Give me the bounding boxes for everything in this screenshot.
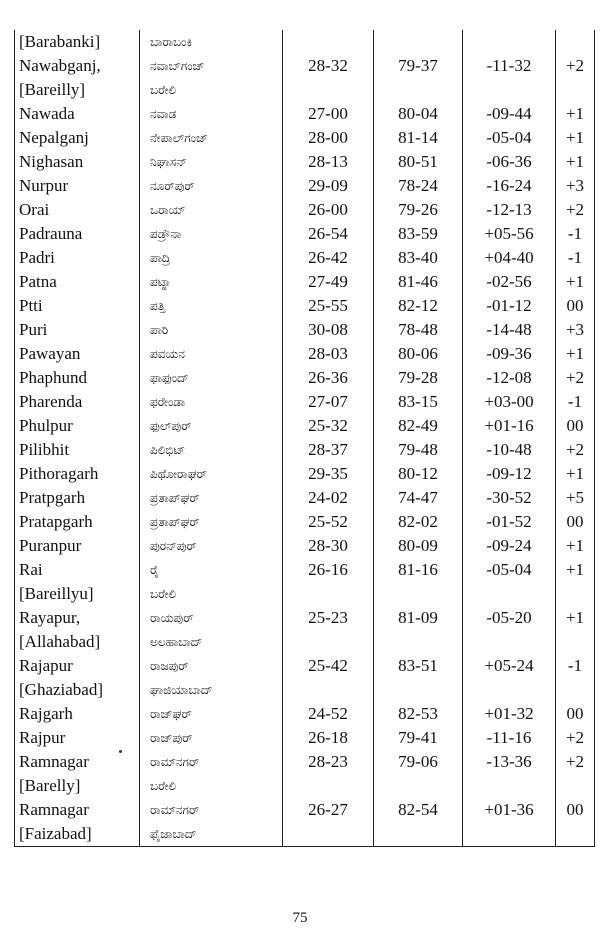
time-difference-cell: -05-20 xyxy=(463,606,556,630)
sign-cell: +1 xyxy=(556,534,595,558)
sign-cell: -1 xyxy=(556,654,595,678)
longitude-cell xyxy=(374,30,463,54)
longitude-cell xyxy=(374,630,463,654)
kannada-name-cell: ಫಾಫುಂದ್ xyxy=(140,366,283,390)
time-difference-cell: -05-04 xyxy=(463,558,556,582)
kannada-name-cell: ಪ್ರತಾಪ್‌ಘರ್ xyxy=(140,486,283,510)
table-row xyxy=(15,270,595,294)
kannada-name-cell: ನವಾಡ xyxy=(140,102,283,126)
table-row xyxy=(15,222,595,246)
longitude-cell: 79-26 xyxy=(374,198,463,222)
kannada-name-cell: ಪಟ್ನಾ xyxy=(140,270,283,294)
longitude-cell: 82-12 xyxy=(374,294,463,318)
time-difference-cell: -10-48 xyxy=(463,438,556,462)
time-difference-cell: -09-24 xyxy=(463,534,556,558)
sign-cell: 00 xyxy=(556,702,595,726)
table-row xyxy=(15,150,595,174)
latitude-cell: 28-03 xyxy=(283,342,374,366)
time-difference-cell: +01-32 xyxy=(463,702,556,726)
place-name-cell: [Barelly] xyxy=(15,774,140,798)
kannada-name-cell: ರಾಯಪುರ್ xyxy=(140,606,283,630)
longitude-cell: 83-51 xyxy=(374,654,463,678)
place-name-cell: Nighasan xyxy=(15,150,140,174)
kannada-name-cell: ಪಿಲಿಭಿಟ್ xyxy=(140,438,283,462)
table-row xyxy=(15,750,595,774)
table-row xyxy=(15,390,595,414)
longitude-cell: 81-46 xyxy=(374,270,463,294)
longitude-cell: 82-53 xyxy=(374,702,463,726)
kannada-name-cell: ಪತ್ತಿ xyxy=(140,294,283,318)
time-difference-cell: -01-12 xyxy=(463,294,556,318)
time-difference-cell xyxy=(463,78,556,102)
kannada-name-cell: ರಾಮ್‌ನಗರ್ xyxy=(140,750,283,774)
longitude-cell: 81-09 xyxy=(374,606,463,630)
sign-cell: +3 xyxy=(556,318,595,342)
latitude-cell: 28-23 xyxy=(283,750,374,774)
time-difference-cell: -09-36 xyxy=(463,342,556,366)
time-difference-cell: -30-52 xyxy=(463,486,556,510)
place-name-cell: [Allahabad] xyxy=(15,630,140,654)
latitude-cell: 25-32 xyxy=(283,414,374,438)
table-row xyxy=(15,198,595,222)
time-difference-cell: -05-04 xyxy=(463,126,556,150)
table-row xyxy=(15,462,595,486)
kannada-name-cell: ಬಾರಾಬಂಕಿ xyxy=(140,30,283,54)
latitude-cell: 25-52 xyxy=(283,510,374,534)
kannada-name-cell: ನೂರ್‌ಪುರ್ xyxy=(140,174,283,198)
latitude-cell: 29-09 xyxy=(283,174,374,198)
sign-cell: +2 xyxy=(556,198,595,222)
time-difference-cell: +04-40 xyxy=(463,246,556,270)
table-row xyxy=(15,774,595,798)
sign-cell: -1 xyxy=(556,222,595,246)
time-difference-cell: +05-56 xyxy=(463,222,556,246)
table-row xyxy=(15,366,595,390)
table-row xyxy=(15,246,595,270)
time-difference-cell xyxy=(463,774,556,798)
kannada-name-cell: ಪ್ರತಾಪ್‌ಘರ್ xyxy=(140,510,283,534)
time-difference-cell: -12-13 xyxy=(463,198,556,222)
longitude-cell: 80-04 xyxy=(374,102,463,126)
time-difference-cell: -01-52 xyxy=(463,510,556,534)
longitude-cell: 81-16 xyxy=(374,558,463,582)
latitude-cell: 24-02 xyxy=(283,486,374,510)
place-name-cell: [Bareilly] xyxy=(15,78,140,102)
kannada-name-cell: ಒರಾಯ್ xyxy=(140,198,283,222)
time-difference-cell: +05-24 xyxy=(463,654,556,678)
time-difference-cell: +01-16 xyxy=(463,414,556,438)
longitude-cell: 78-48 xyxy=(374,318,463,342)
sign-cell: +3 xyxy=(556,174,595,198)
kannada-name-cell: ಘಾಜಿಯಾಬಾದ್ xyxy=(140,678,283,702)
time-difference-cell: -12-08 xyxy=(463,366,556,390)
kannada-name-cell: ನೇಪಾಲ್‌ಗಂಜ್ xyxy=(140,126,283,150)
table-row xyxy=(15,558,595,582)
sign-cell: +1 xyxy=(556,342,595,366)
kannada-name-cell: ನಿಘಾಸನ್ xyxy=(140,150,283,174)
longitude-cell xyxy=(374,78,463,102)
table-row xyxy=(15,606,595,630)
sign-cell: 00 xyxy=(556,294,595,318)
table-row xyxy=(15,126,595,150)
kannada-name-cell: ರಾಜಪುರ್ xyxy=(140,654,283,678)
latitude-cell xyxy=(283,582,374,606)
place-name-cell: Nawada xyxy=(15,102,140,126)
kannada-name-cell: ನವಾಬ್‌ಗಂಜ್ xyxy=(140,54,283,78)
place-name-cell: Puri xyxy=(15,318,140,342)
time-difference-cell: -11-16 xyxy=(463,726,556,750)
longitude-cell: 79-28 xyxy=(374,366,463,390)
longitude-cell: 78-24 xyxy=(374,174,463,198)
time-difference-cell xyxy=(463,678,556,702)
latitude-cell: 28-13 xyxy=(283,150,374,174)
time-difference-cell xyxy=(463,630,556,654)
latitude-cell: 28-30 xyxy=(283,534,374,558)
time-difference-cell: -09-12 xyxy=(463,462,556,486)
longitude-cell xyxy=(374,822,463,847)
kannada-name-cell: ಬರೇಲಿ xyxy=(140,78,283,102)
latitude-cell xyxy=(283,774,374,798)
table-row xyxy=(15,486,595,510)
latitude-cell: 27-07 xyxy=(283,390,374,414)
place-name-cell: Pharenda xyxy=(15,390,140,414)
sign-cell xyxy=(556,78,595,102)
sign-cell: +1 xyxy=(556,126,595,150)
place-name-cell: Rai xyxy=(15,558,140,582)
time-difference-cell: +01-36 xyxy=(463,798,556,822)
time-difference-cell xyxy=(463,582,556,606)
latitude-cell: 24-52 xyxy=(283,702,374,726)
latitude-cell: 26-36 xyxy=(283,366,374,390)
longitude-cell: 83-40 xyxy=(374,246,463,270)
sign-cell xyxy=(556,678,595,702)
latitude-cell: 25-55 xyxy=(283,294,374,318)
sign-cell: +1 xyxy=(556,462,595,486)
table-row xyxy=(15,582,595,606)
longitude-cell: 82-49 xyxy=(374,414,463,438)
table-row xyxy=(15,78,595,102)
place-name-cell: Pratapgarh xyxy=(15,510,140,534)
place-name-cell: [Barabanki] xyxy=(15,30,140,54)
table-row xyxy=(15,102,595,126)
table-row xyxy=(15,534,595,558)
longitude-cell xyxy=(374,678,463,702)
kannada-name-cell: ಅಲಹಾಬಾದ್ xyxy=(140,630,283,654)
place-name-cell: Puranpur xyxy=(15,534,140,558)
sign-cell: -1 xyxy=(556,246,595,270)
place-name-cell: Orai xyxy=(15,198,140,222)
time-difference-cell: -06-36 xyxy=(463,150,556,174)
sign-cell: 00 xyxy=(556,798,595,822)
sign-cell xyxy=(556,822,595,847)
place-name-cell: [Faizabad] xyxy=(15,822,140,847)
table-row xyxy=(15,54,595,78)
sign-cell: +2 xyxy=(556,726,595,750)
kannada-name-cell: ಪಾರಿ xyxy=(140,318,283,342)
kannada-name-cell: ರೈ xyxy=(140,558,283,582)
table-row xyxy=(15,654,595,678)
place-coordinates-table xyxy=(14,30,595,847)
place-name-cell: Rajapur xyxy=(15,654,140,678)
place-name-cell: Phulpur xyxy=(15,414,140,438)
table-row xyxy=(15,822,595,847)
table-row xyxy=(15,726,595,750)
table-row xyxy=(15,798,595,822)
longitude-cell xyxy=(374,774,463,798)
place-name-cell: Pratpgarh xyxy=(15,486,140,510)
place-name-cell: Pilibhit xyxy=(15,438,140,462)
latitude-cell xyxy=(283,30,374,54)
place-name-cell: Nurpur xyxy=(15,174,140,198)
longitude-cell: 79-06 xyxy=(374,750,463,774)
latitude-cell: 26-27 xyxy=(283,798,374,822)
latitude-cell: 26-00 xyxy=(283,198,374,222)
sign-cell: +2 xyxy=(556,366,595,390)
kannada-name-cell: ರಾಜ್‌ಪುರ್ xyxy=(140,726,283,750)
print-speck xyxy=(119,750,122,753)
latitude-cell: 27-00 xyxy=(283,102,374,126)
table-row xyxy=(15,342,595,366)
latitude-cell xyxy=(283,78,374,102)
kannada-name-cell: ಫೈಜಾಬಾದ್ xyxy=(140,822,283,847)
table-row xyxy=(15,678,595,702)
kannada-name-cell: ಪುರನ್‌ಪುರ್ xyxy=(140,534,283,558)
longitude-cell: 80-06 xyxy=(374,342,463,366)
table-row xyxy=(15,510,595,534)
latitude-cell: 29-35 xyxy=(283,462,374,486)
longitude-cell: 81-14 xyxy=(374,126,463,150)
latitude-cell: 28-37 xyxy=(283,438,374,462)
kannada-name-cell: ಪಾದ್ರಿ xyxy=(140,246,283,270)
table-row xyxy=(15,318,595,342)
kannada-name-cell: ರಾಮ್‌ನಗರ್ xyxy=(140,798,283,822)
place-name-cell: Patna xyxy=(15,270,140,294)
sign-cell: +5 xyxy=(556,486,595,510)
place-name-cell: Pawayan xyxy=(15,342,140,366)
sign-cell: +1 xyxy=(556,102,595,126)
longitude-cell: 79-48 xyxy=(374,438,463,462)
sign-cell: +2 xyxy=(556,438,595,462)
latitude-cell: 26-16 xyxy=(283,558,374,582)
longitude-cell: 79-41 xyxy=(374,726,463,750)
time-difference-cell: +03-00 xyxy=(463,390,556,414)
sign-cell: 00 xyxy=(556,510,595,534)
sign-cell xyxy=(556,30,595,54)
sign-cell xyxy=(556,774,595,798)
time-difference-cell: -16-24 xyxy=(463,174,556,198)
kannada-name-cell: ಪಿಥೋರಾಘರ್ xyxy=(140,462,283,486)
kannada-name-cell: ಪಡ್ರೌನಾ xyxy=(140,222,283,246)
time-difference-cell: -13-36 xyxy=(463,750,556,774)
longitude-cell: 74-47 xyxy=(374,486,463,510)
table-body xyxy=(15,30,595,847)
latitude-cell: 26-54 xyxy=(283,222,374,246)
longitude-cell xyxy=(374,582,463,606)
table-row xyxy=(15,702,595,726)
sign-cell xyxy=(556,582,595,606)
longitude-cell: 82-54 xyxy=(374,798,463,822)
time-difference-cell: -09-44 xyxy=(463,102,556,126)
place-name-cell: Padrauna xyxy=(15,222,140,246)
sign-cell: +2 xyxy=(556,750,595,774)
kannada-name-cell: ಬರೇಲಿ xyxy=(140,582,283,606)
kannada-name-cell: ಬರೇಲಿ xyxy=(140,774,283,798)
latitude-cell: 28-00 xyxy=(283,126,374,150)
sign-cell: +2 xyxy=(556,54,595,78)
kannada-name-cell: ಫರೇಂಡಾ xyxy=(140,390,283,414)
latitude-cell xyxy=(283,678,374,702)
kannada-name-cell: ರಾಜ್‌ಘರ್ xyxy=(140,702,283,726)
table-row xyxy=(15,414,595,438)
time-difference-cell xyxy=(463,822,556,847)
page-number: 75 xyxy=(292,910,308,926)
longitude-cell: 80-51 xyxy=(374,150,463,174)
time-difference-cell: -11-32 xyxy=(463,54,556,78)
place-name-cell: Rayapur, xyxy=(15,606,140,630)
place-name-cell: Nawabganj, xyxy=(15,54,140,78)
sign-cell: +1 xyxy=(556,270,595,294)
longitude-cell: 83-15 xyxy=(374,390,463,414)
place-name-cell: Phaphund xyxy=(15,366,140,390)
time-difference-cell xyxy=(463,30,556,54)
place-name-cell: Ramnagar xyxy=(15,750,140,774)
place-name-cell: [Ghaziabad] xyxy=(15,678,140,702)
latitude-cell: 25-42 xyxy=(283,654,374,678)
place-name-cell: Pithoragarh xyxy=(15,462,140,486)
sign-cell: +1 xyxy=(556,150,595,174)
place-name-cell: Padri xyxy=(15,246,140,270)
table-row xyxy=(15,174,595,198)
place-name-cell: Nepalganj xyxy=(15,126,140,150)
longitude-cell: 83-59 xyxy=(374,222,463,246)
table-row xyxy=(15,630,595,654)
place-name-cell: Ramnagar xyxy=(15,798,140,822)
place-name-cell: [Bareillyu] xyxy=(15,582,140,606)
latitude-cell: 27-49 xyxy=(283,270,374,294)
sign-cell xyxy=(556,630,595,654)
kannada-name-cell: ಫುಲ್‌ಪುರ್ xyxy=(140,414,283,438)
time-difference-cell: -02-56 xyxy=(463,270,556,294)
place-name-cell: Ptti xyxy=(15,294,140,318)
latitude-cell: 25-23 xyxy=(283,606,374,630)
latitude-cell xyxy=(283,822,374,847)
table-row xyxy=(15,294,595,318)
longitude-cell: 82-02 xyxy=(374,510,463,534)
longitude-cell: 80-12 xyxy=(374,462,463,486)
place-name-cell: Rajgarh xyxy=(15,702,140,726)
latitude-cell: 30-08 xyxy=(283,318,374,342)
sign-cell: +1 xyxy=(556,606,595,630)
longitude-cell: 79-37 xyxy=(374,54,463,78)
table-row xyxy=(15,30,595,54)
sign-cell: +1 xyxy=(556,558,595,582)
sign-cell: -1 xyxy=(556,390,595,414)
time-difference-cell: -14-48 xyxy=(463,318,556,342)
longitude-cell: 80-09 xyxy=(374,534,463,558)
sign-cell: 00 xyxy=(556,414,595,438)
latitude-cell: 28-32 xyxy=(283,54,374,78)
latitude-cell xyxy=(283,630,374,654)
table-row xyxy=(15,438,595,462)
kannada-name-cell: ಪವಯನ xyxy=(140,342,283,366)
latitude-cell: 26-18 xyxy=(283,726,374,750)
place-name-cell: Rajpur xyxy=(15,726,140,750)
latitude-cell: 26-42 xyxy=(283,246,374,270)
